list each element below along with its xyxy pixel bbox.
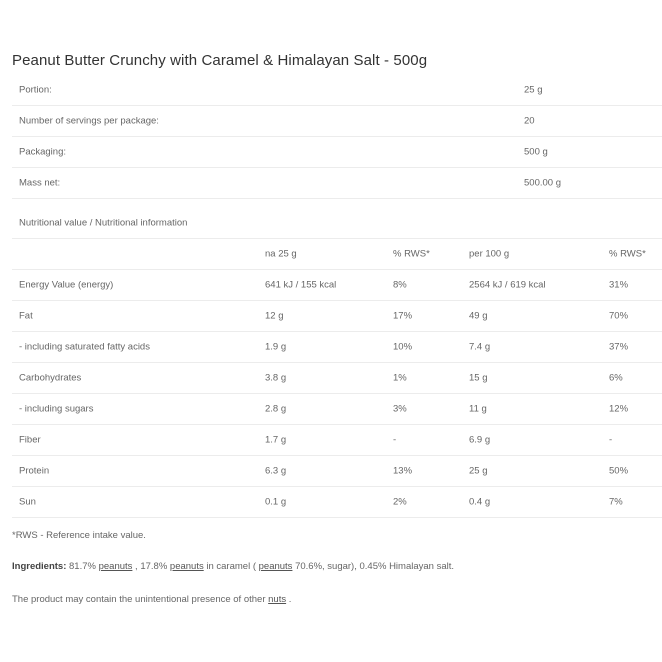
allergen-note [12, 594, 291, 605]
nutrient-rws-portion: 1% [393, 372, 407, 383]
info-value: 25 g [524, 84, 543, 95]
nutrient-per-100g: 11 g [469, 403, 487, 414]
nutrient-rws-100g: 50% [609, 465, 629, 476]
info-row-servings [12, 105, 662, 137]
info-row-mass-net [12, 167, 662, 199]
table-row [12, 393, 662, 425]
nutrient-portion: 641 kJ / 155 kcal [265, 279, 337, 290]
nutrient-name: - including sugars [19, 403, 94, 414]
footnote: *RWS - Reference intake value. [12, 530, 146, 541]
nutrient-per-100g: 25 g [469, 465, 488, 476]
ingredients-text: 70.6%, sugar), 0.45% Himalayan salt. [292, 561, 455, 572]
nutrient-rws-portion: 3% [393, 403, 407, 414]
table-row [12, 362, 662, 394]
nutrient-name: Sun [19, 496, 36, 507]
ingredients-label: Ingredients: [12, 561, 67, 572]
info-row-packaging [12, 136, 662, 168]
nutrient-per-100g: 49 g [469, 310, 488, 321]
ingredients-line [12, 561, 454, 572]
peanuts-link[interactable]: peanuts [98, 561, 133, 572]
col-header-portion: na 25 g [265, 248, 297, 259]
nutrient-rws-100g: 37% [609, 341, 629, 352]
col-header-rws-portion: % RWS* [393, 248, 430, 259]
nutrient-rws-portion: 10% [393, 341, 413, 352]
table-row [12, 486, 662, 518]
info-value: 500.00 g [524, 177, 561, 188]
product-title: Peanut Butter Crunchy with Caramel & Himalayan Salt - 500g [12, 52, 428, 69]
nutrient-portion: 3.8 g [265, 372, 287, 383]
col-header-per-100g: per 100 g [469, 248, 510, 259]
nutrient-portion: 2.8 g [265, 403, 287, 414]
nutrition-heading-row [12, 207, 662, 239]
nutrient-portion: 6.3 g [265, 465, 287, 476]
table-row [12, 424, 662, 456]
nutrient-rws-100g: 12% [609, 403, 629, 414]
nutrient-portion: 0.1 g [265, 496, 287, 507]
info-value: 20 [524, 115, 535, 126]
nutrient-rws-100g: - [609, 434, 613, 445]
ingredients-text: , 17.8% [132, 561, 170, 572]
nutrient-name: Carbohydrates [19, 372, 82, 383]
nutrient-rws-portion: - [393, 434, 397, 445]
nutrient-name: Energy Value (energy) [19, 279, 114, 290]
nutrient-name: Fat [19, 310, 33, 321]
table-row [12, 331, 662, 363]
nutrition-header-row [12, 238, 662, 270]
table-row [12, 269, 662, 301]
nutrient-per-100g: 0.4 g [469, 496, 491, 507]
nutrient-per-100g: 6.9 g [469, 434, 491, 445]
nutrient-per-100g: 15 g [469, 372, 488, 383]
nutrient-name: Fiber [19, 434, 41, 445]
ingredients-text: 81.7% [66, 561, 99, 572]
peanuts-link[interactable]: peanuts [258, 561, 293, 572]
nutrition-heading: Nutritional value / Nutritional information [19, 217, 188, 228]
nutrient-rws-portion: 2% [393, 496, 407, 507]
nutrient-name: Protein [19, 465, 50, 476]
nutrient-portion: 12 g [265, 310, 284, 321]
info-value: 500 g [524, 146, 548, 157]
peanuts-link[interactable]: peanuts [169, 561, 204, 572]
nutrient-rws-portion: 13% [393, 465, 413, 476]
table-row [12, 300, 662, 332]
allergen-end: . [286, 594, 292, 605]
info-label: Mass net: [19, 177, 61, 188]
info-label: Number of servings per package: [19, 115, 159, 126]
nutrient-portion: 1.7 g [265, 434, 287, 445]
nutrient-portion: 1.9 g [265, 341, 287, 352]
allergen-text: The product may contain the unintentional presence of other [12, 594, 269, 605]
nuts-link[interactable]: nuts [268, 594, 287, 605]
col-header-rws-100g: % RWS* [609, 248, 646, 259]
nutrient-rws-100g: 6% [609, 372, 623, 383]
ingredients-text: in caramel ( [203, 561, 259, 572]
nutrient-rws-portion: 8% [393, 279, 407, 290]
nutrient-per-100g: 2564 kJ / 619 kcal [469, 279, 546, 290]
info-row-portion [12, 74, 662, 106]
nutrient-rws-portion: 17% [393, 310, 413, 321]
info-label: Portion: [19, 84, 52, 95]
nutrient-rws-100g: 7% [609, 496, 623, 507]
table-row [12, 455, 662, 487]
nutrient-name: - including saturated fatty acids [19, 341, 150, 352]
info-label: Packaging: [19, 146, 67, 157]
nutrient-rws-100g: 70% [609, 310, 629, 321]
nutrient-per-100g: 7.4 g [469, 341, 491, 352]
nutrient-rws-100g: 31% [609, 279, 629, 290]
